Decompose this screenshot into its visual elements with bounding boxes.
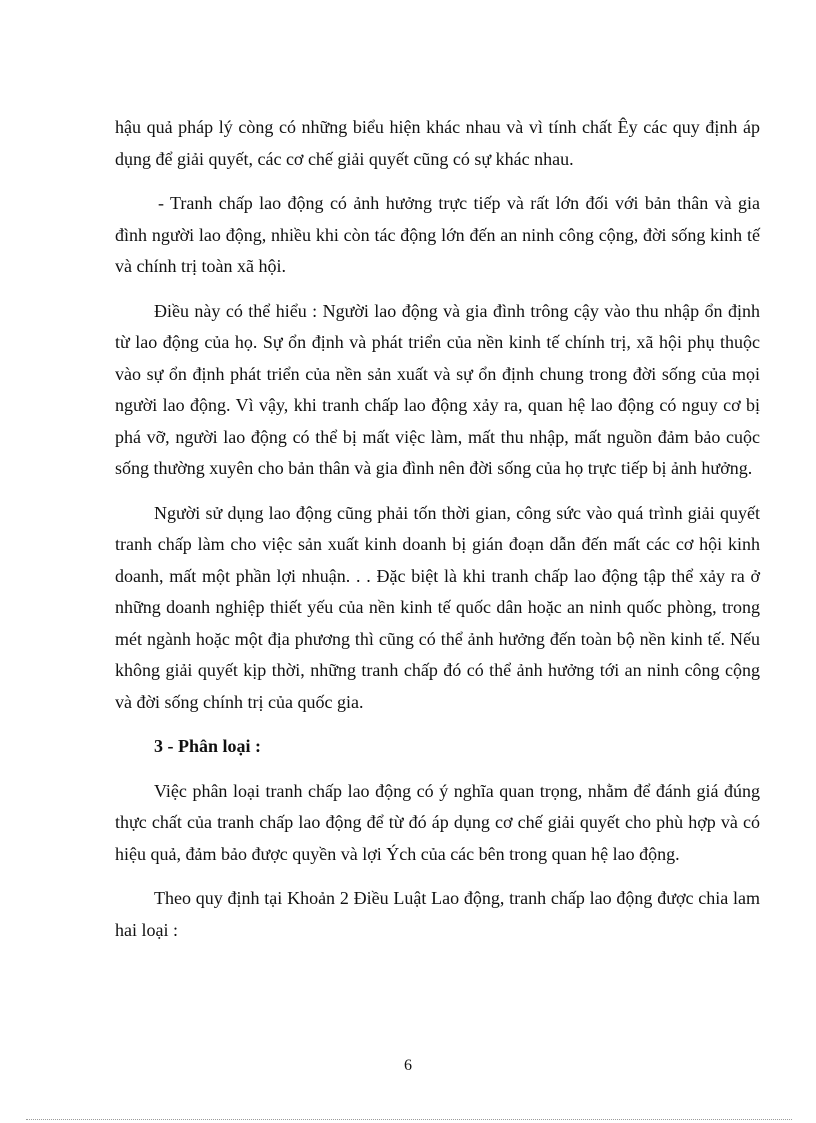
- paragraph-legal-consequences: hậu quả pháp lý còng có những biểu hiện khác nhau và vì tính chất Êy các quy định áp dụng để giải quyết, các cơ chế giải quyết cũng có sự khác nhau.: [115, 117, 760, 169]
- paragraph-explanation: Điều này có thể hiểu : Người lao động và gia đình trông cậy vào thu nhập ổn định từ lao động của họ. Sự ổn định và phát triển của nền kinh tế chính trị, xã hội phụ thuộc vào sự ổn định phát triển của nền sản xuất và sự ổn định chung trong đời sống của mọi người lao động. Vì vậy, khi tranh chấp lao động xảy ra, quan hệ lao động có nguy cơ bị phá vỡ, người lao động có thể bị mất việc làm, mất thu nhập, mất nguồn đảm bảo cuộc sống thường xuyên cho bản thân và gia đình nên đời sống của họ trực tiếp bị ảnh hưởng.: [115, 300, 760, 478]
- paragraph-employer-impact: Người sử dụng lao động cũng phải tốn thời gian, công sức vào quá trình giải quyết tranh chấp làm cho việc sản xuất kinh doanh bị gián đoạn dẫn đến mất các cơ hội kinh doanh, mất một phần lợi nhuận. . . Đặc biệt là khi tranh chấp lao động tập thể xảy ra ở những doanh nghiệp thiết yếu của nền kinh tế quốc dân hoặc an ninh quốc phòng, trong mét ngành hoặc một địa phương thì cũng có thể ảnh hưởng đến toàn bộ nền kinh tế. Nếu không giải quyết kịp thời, những tranh chấp đó có thể ảnh hưởng tới an ninh công cộng và đời sống chính trị của quốc gia.: [115, 502, 760, 712]
- paragraph-classification-importance: Việc phân loại tranh chấp lao động có ý nghĩa quan trọng, nhằm để đánh giá đúng thực chất của tranh chấp lao động để từ đó áp dụng cơ chế giải quyết cho phù hợp và có hiệu quả, đảm bảo được quyền và lợi Ých của các bên trong quan hệ lao động.: [115, 780, 760, 864]
- page-body: [115, 112, 760, 959]
- page-bottom-divider: [26, 1119, 792, 1120]
- section-heading-classification: 3 - Phân loại :: [154, 736, 262, 756]
- paragraph-impact-on-workers: - Tranh chấp lao động có ảnh hưởng trực tiếp và rất lớn đối với bản thân và gia đình người lao động, nhiều khi còn tác động lớn đến an ninh công cộng, đời sống kinh tế và chính trị toàn xã hội.: [115, 193, 760, 276]
- paragraph-two-types: Theo quy định tại Khoản 2 Điều Luật Lao động, tranh chấp lao động được chia lam hai loại :: [115, 888, 760, 940]
- page-number: 6: [404, 1057, 412, 1074]
